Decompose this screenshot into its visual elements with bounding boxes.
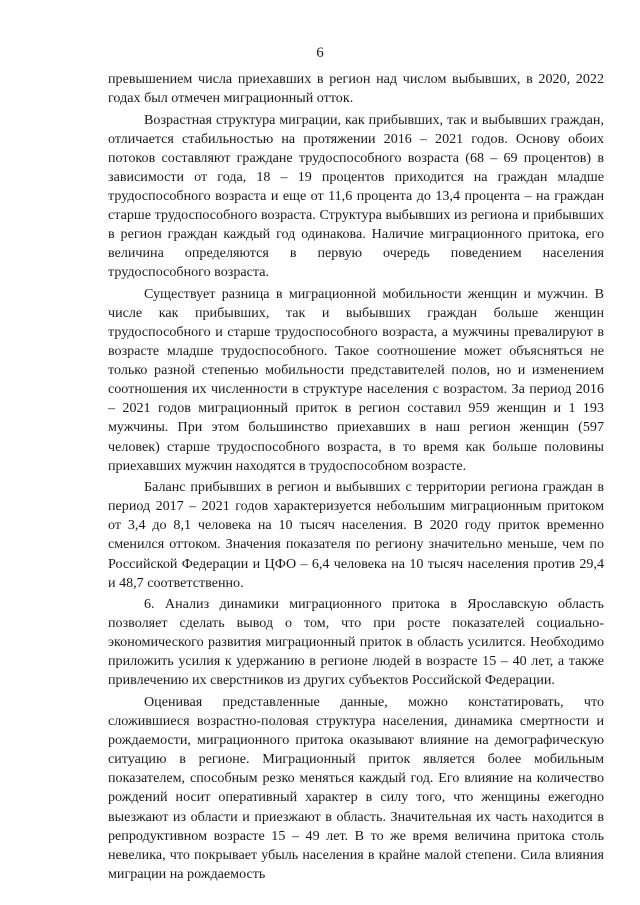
- paragraph-migration-analysis: 6. Анализ динамики миграционного притока в Ярославскую область позволяет сделать вывод о том, что при росте показателей социально-экономического развития миграционный приток в область усилится. Необходимо приложить усилия к удержанию в регионе людей в возрасте 15 – 40 лет, а также привлечению их сверстников из других субъектов Российской Федерации.: [108, 596, 604, 689]
- page-number: 6: [316, 45, 324, 61]
- paragraph-age-structure: Возрастная структура миграции, как прибывших, так и выбывших граждан, отличается стабильностью на протяжении 2016 – 2021 годов. Основу обоих потоков составляют граждане трудоспособного возраста (68 – 69 процентов) в зависимости от года, 18 – 19 процентов приходится на граждан младше трудоспособного возраста и еще от 11,6 процента до 13,4 процента – на граждан старше трудоспособного возраста. Структура выбывших из региона и прибывших в регион граждан каждый год одинакова. Наличие миграционного притока, его величина определяются в первую очередь поведением населения трудоспособного возраста.: [108, 111, 604, 281]
- paragraph-migration-balance: Баланс прибывших в регион и выбывших с территории региона граждан в период 2017 – 2021 годов характеризуется небольшим миграционным притоком от 3,4 до 8,1 человека на 10 тысяч населения. В 2020 году приток временно сменился оттоком. Значения показателя по региону значительно меньше, чем по Российской Федерации и ЦФО – 6,4 человека на 10 тысяч населения против 29,4 и 48,7 соответственно.: [108, 479, 604, 591]
- paragraph-conclusion: Оценивая представленные данные, можно констатировать, что сложившиеся возрастно-половая структура населения, динамика смертности и рождаемости, миграционного притока оказывают влияние на демографическую ситуацию в регионе. Миграционный приток является более мобильным показателем, способным резко меняться каждый год. Его влияние на количество рождений носит оперативный характер в силу того, что женщины ежегодно выезжают из области и приезжают в область. Значительная их часть находится в репродуктивном возрасте 15 – 49 лет. В то же время величина притока столь невелика, что покрывает убыль населения в крайне малой степени. Сила влияния миграции на рождаемость: [108, 693, 604, 882]
- document-body: [108, 70, 604, 886]
- paragraph-continuation: превышением числа приехавших в регион над числом выбывших, в 2020, 2022 годах был отмечен миграционный отток.: [108, 71, 604, 107]
- paragraph-gender-mobility: Существует разница в миграционной мобильности женщин и мужчин. В числе как прибывших, так и выбывших граждан больше женщин трудоспособного и старше трудоспособного возраста, а мужчины превалируют в возрасте младше трудоспособного. Такое соотношение может объясняться не только разной степенью мобильности представителей полов, но и изменением соотношения их численности в структуре населения с возрастом. За период 2016 – 2021 годов миграционный приток в регион составил 959 женщин и 1 193 мужчины. При этом большинство приехавших в наш регион женщин (597 человек) старше трудоспособного возраста, в то время как больше половины приехавших мужчин находятся в трудоспособном возрасте.: [108, 285, 604, 474]
